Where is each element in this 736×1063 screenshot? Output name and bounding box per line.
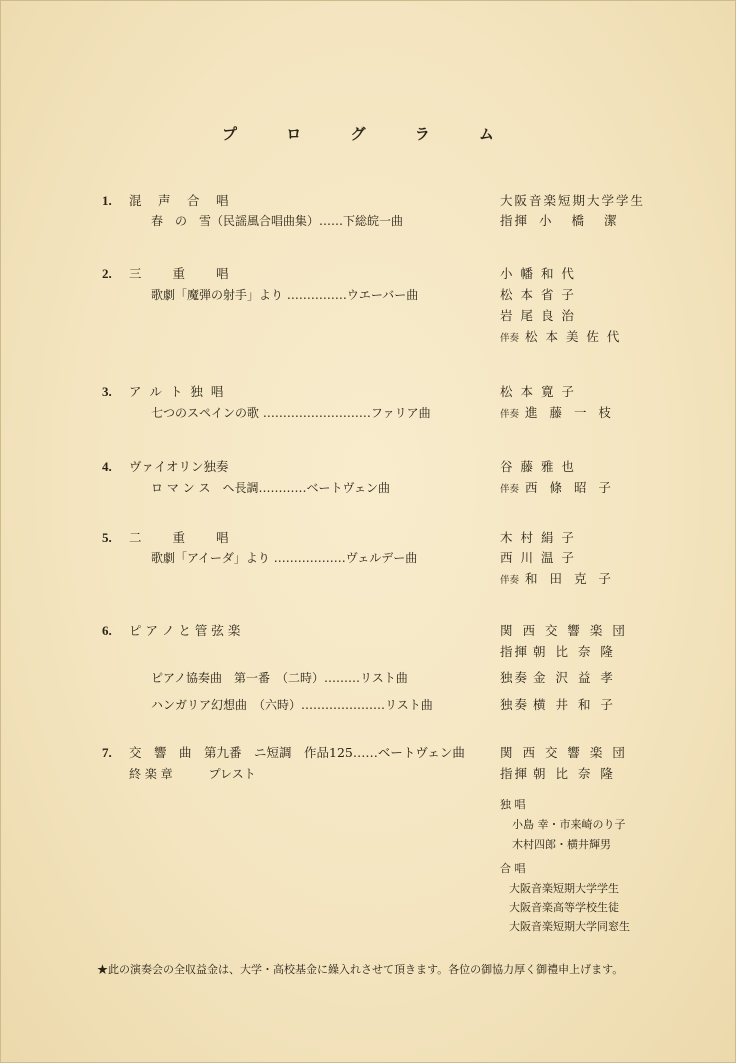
item-7-movement: 終 楽 章 プレスト [129, 767, 256, 781]
item-3-heading: ア ル ト 独 唱 [129, 384, 226, 399]
item-1-piece: 春 の 雪（民謡風合唱曲集）……下総皖一曲 [151, 214, 404, 228]
item-1-heading: 混 声 合 唱 [129, 193, 231, 208]
item-2-accompanist [500, 330, 621, 346]
conductor-name: 朝 比 奈 隆 [533, 644, 616, 659]
item-5-performer-1: 木 村 絹 子 [500, 530, 576, 545]
item-3-performer: 松 本 寛 子 [500, 384, 576, 399]
item-6-piece-2: ハンガリア幻想曲 （六時）…………………リスト曲 [151, 698, 433, 712]
item-7-number: 7. [102, 745, 112, 760]
footnote: ★此の演奏会の全収益金は、大学・高校基金に繰入れさせて頂きます。各位の御協力厚く御禮申上げます。 [97, 963, 624, 976]
item-3-number: 3. [102, 384, 112, 399]
item-7-chorus-line-3: 大阪音楽短期大学同窓生 [509, 920, 630, 933]
item-5-performer-2: 西 川 温 子 [500, 550, 576, 565]
item-5-piece: 歌劇「アイーダ」より ………………ヴェルデー曲 [151, 551, 418, 565]
accompanist-name: 進 藤 一 枝 [525, 405, 615, 420]
accompanist-name: 和 田 克 子 [525, 571, 615, 586]
item-6-piece-1: ピアノ協奏曲 第一番 （二時）………リスト曲 [151, 671, 408, 685]
conductor-role: 指揮 [500, 644, 530, 659]
item-2-number: 2. [102, 266, 112, 281]
accompanist-role: 伴奏 [500, 333, 520, 344]
soloist-role: 独奏 [500, 670, 530, 685]
conductor-role: 指揮 [500, 213, 530, 228]
item-2-piece: 歌劇「魔弾の射手」より ……………ウエーバー曲 [151, 288, 419, 302]
conductor-role: 指揮 [500, 766, 530, 781]
item-4-piece: ロ マ ン ス ヘ長調…………ベートヴェン曲 [151, 481, 390, 495]
item-4-accompanist [500, 481, 615, 497]
item-7-chorus-line-2: 大阪音楽高等学校生徒 [509, 901, 619, 914]
item-7-orchestra: 関 西 交 響 楽 団 [500, 745, 628, 760]
item-2-performer-2: 松 本 省 子 [500, 287, 576, 302]
item-3-piece: 七つのスペインの歌 ………………………ファリア曲 [151, 406, 431, 420]
page-title: プ ロ グ ラ ム [222, 125, 516, 143]
item-6-orchestra: 関 西 交 響 楽 団 [500, 623, 628, 638]
conductor-name: 小 橋 潔 [539, 213, 625, 228]
soloist-name: 横 井 和 子 [533, 697, 616, 712]
accompanist-role: 伴奏 [500, 409, 520, 420]
item-5-number: 5. [102, 530, 112, 545]
item-4-heading: ヴァイオリン独奏 [129, 459, 229, 474]
item-7-soloists-line-1: 小島 幸・市来崎のり子 [512, 818, 626, 831]
item-7-chorus-line-1: 大阪音楽短期大学学生 [509, 882, 619, 895]
item-6-soloist-1 [500, 671, 616, 685]
item-6-number: 6. [102, 623, 112, 638]
item-1-conductor [500, 214, 624, 228]
accompanist-role: 伴奏 [500, 575, 520, 586]
item-6-soloist-2 [500, 698, 616, 712]
item-7-soloists-label: 独 唱 [500, 798, 526, 811]
item-4-number: 4. [102, 459, 112, 474]
item-2-performer-1: 小 幡 和 代 [500, 266, 576, 281]
item-2-performer-3: 岩 尾 良 治 [500, 308, 576, 323]
accompanist-name: 松 本 美 佐 代 [525, 329, 622, 344]
item-2-heading: 三 重 唱 [129, 266, 231, 281]
item-4-performer: 谷 藤 雅 也 [500, 459, 576, 474]
accompanist-role: 伴奏 [500, 484, 520, 495]
conductor-name: 朝 比 奈 隆 [533, 766, 616, 781]
item-3-accompanist [500, 406, 615, 422]
item-7-soloists-line-2: 木村四郎・横井輝男 [512, 838, 611, 851]
item-7-heading: 交 響 曲 第九番 ニ短調 作品125……ベートヴェン曲 [129, 745, 465, 760]
item-6-heading: ピ ア ノ と 管 弦 楽 [129, 623, 241, 638]
item-7-chorus-label: 合 唱 [500, 862, 526, 875]
accompanist-name: 西 條 昭 子 [525, 480, 615, 495]
item-5-accompanist [500, 572, 615, 588]
soloist-role: 独奏 [500, 697, 530, 712]
item-1-number: 1. [102, 193, 112, 208]
item-5-heading: 二 重 唱 [129, 530, 231, 545]
soloist-name: 金 沢 益 孝 [533, 670, 616, 685]
item-7-conductor [500, 767, 616, 781]
item-6-conductor [500, 645, 616, 659]
item-1-performer: 大阪音楽短期大学学生 [500, 193, 646, 208]
